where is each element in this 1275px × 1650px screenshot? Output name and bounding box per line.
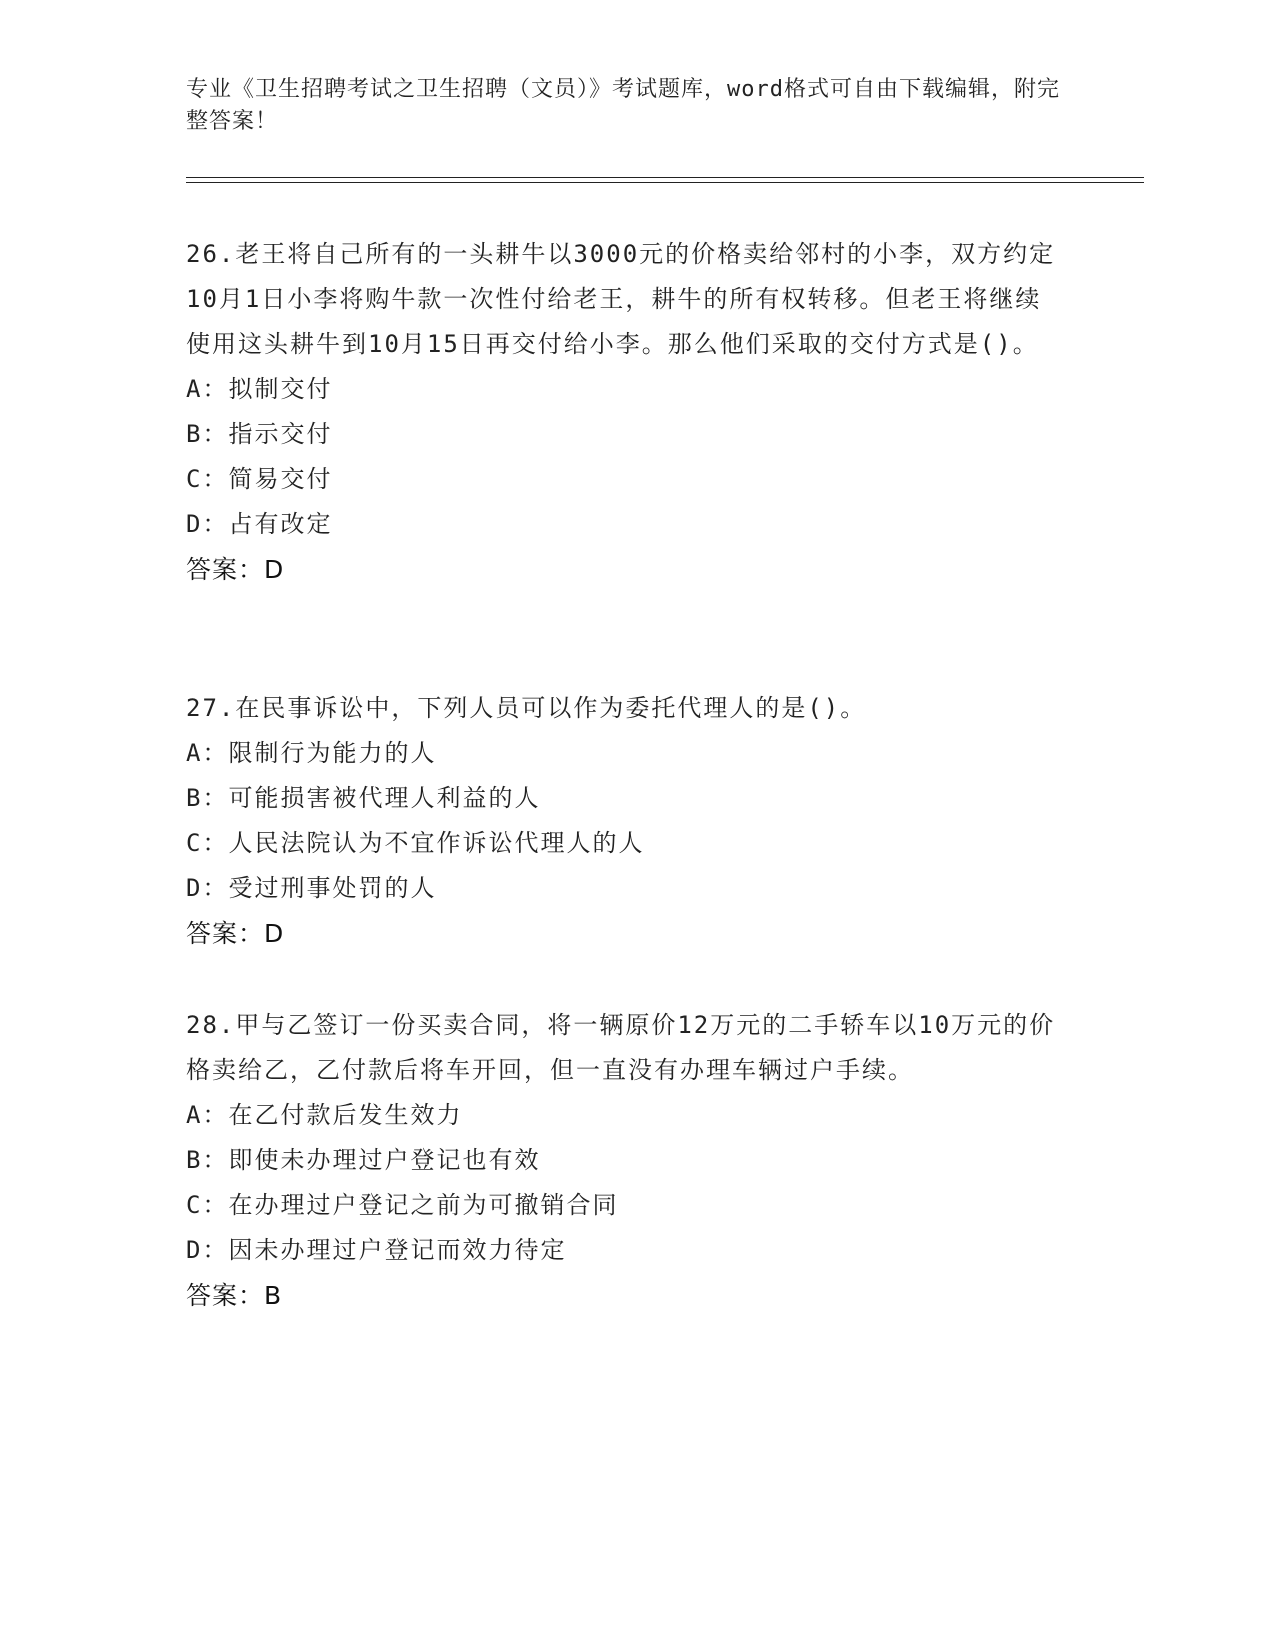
option-c: C：在办理过户登记之前为可撤销合同 <box>186 1191 619 1219</box>
option-c: C：简易交付 <box>186 465 333 493</box>
question-stem: 28.甲与乙签订一份买卖合同，将一辆原价12万元的二手轿车以10万元的价格卖给乙，乙付款后将车开回，但一直没有办理车辆过户手续。 <box>186 1011 1056 1084</box>
option-b: B：即使未办理过户登记也有效 <box>186 1146 541 1174</box>
answer-line: 答案：B <box>186 1281 283 1310</box>
option-a: A：限制行为能力的人 <box>186 739 437 767</box>
question-stem: 27.在民事诉讼中，下列人员可以作为委托代理人的是()。 <box>186 694 867 722</box>
option-d: D：受过刑事处罚的人 <box>186 874 437 902</box>
question-26 <box>186 232 1066 592</box>
option-a: A：拟制交付 <box>186 375 333 403</box>
question-stem: 26.老王将自己所有的一头耕牛以3000元的价格卖给邻村的小李，双方约定10月1日小李将购牛款一次性付给老王，耕牛的所有权转移。但老王将继续使用这头耕牛到10月15日再交付给小李。那么他们采取的交付方式是()。 <box>186 240 1056 358</box>
option-b: B：指示交付 <box>186 420 333 448</box>
option-d: D：因未办理过户登记而效力待定 <box>186 1236 567 1264</box>
option-a: A：在乙付款后发生效力 <box>186 1101 463 1129</box>
header-divider-bottom <box>186 182 1144 183</box>
header-divider-top <box>186 177 1144 178</box>
option-c: C：人民法院认为不宜作诉讼代理人的人 <box>186 829 645 857</box>
question-28 <box>186 1003 1066 1318</box>
option-b: B：可能损害被代理人利益的人 <box>186 784 541 812</box>
option-d: D：占有改定 <box>186 510 333 538</box>
question-27 <box>186 686 1066 956</box>
answer-line: 答案：D <box>186 919 285 948</box>
answer-line: 答案：D <box>186 555 285 584</box>
document-header: 专业《卫生招聘考试之卫生招聘（文员）》考试题库，word格式可自由下载编辑，附完整答案！ <box>186 77 1060 134</box>
